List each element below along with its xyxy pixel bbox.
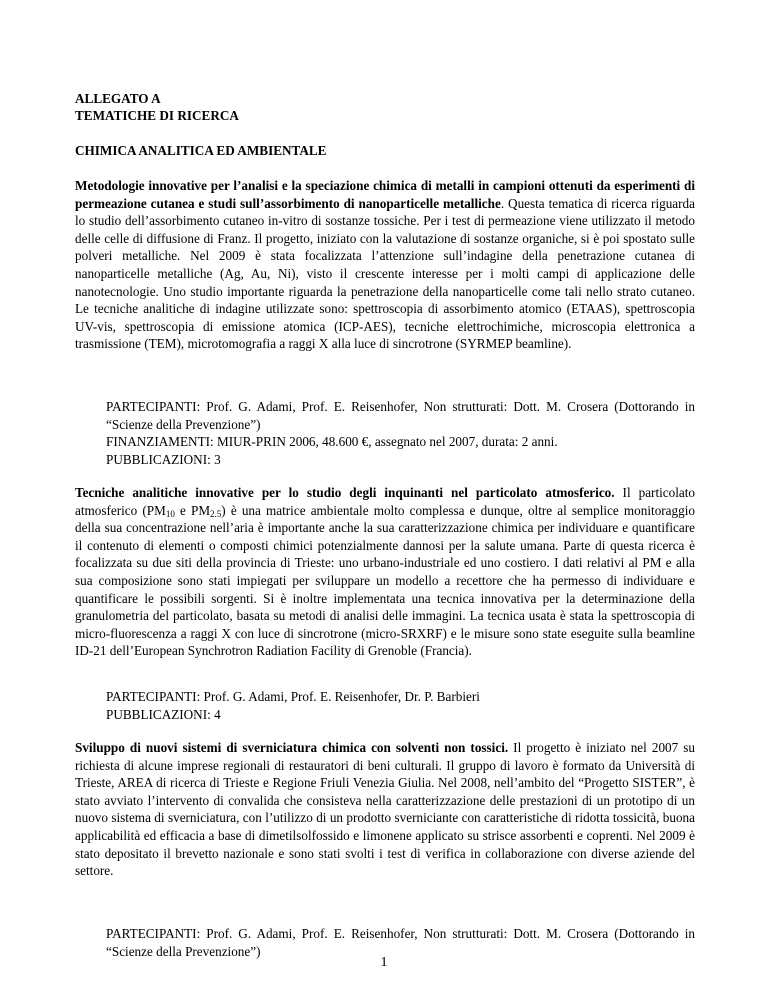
project-2-partecipanti: PARTECIPANTI: Prof. G. Adami, Prof. E. Reisenhofer, Dr. P. Barbieri	[106, 689, 480, 704]
project-2-pubblicazioni: PUBBLICAZIONI: 4	[106, 706, 221, 722]
pm10-subscript: 10	[165, 508, 175, 519]
pm25-subscript: 2.5	[210, 508, 222, 519]
project-1-title: Metodologie innovative per l’analisi e la speciazione chimica di metalli in campioni ottenuti da esperimenti di permeazione cutanea e studi sull’assorbimento di nanoparticelle metalliche	[75, 178, 695, 211]
project-2-details	[106, 688, 695, 723]
project-3-partecipanti: PARTECIPANTI: Prof. G. Adami, Prof. E. Reisenhofer, Non strutturati: Dott. M. Crosera (Dottorando in “Scienze della Prevenzione”)	[106, 926, 695, 959]
project-1-finanziamenti: FINANZIAMENTI: MIUR-PRIN 2006, 48.600 €, assegnato nel 2007, durata: 2 anni.	[106, 434, 558, 450]
project-1-pubblicazioni: PUBBLICAZIONI: 3	[106, 451, 221, 467]
project-2-body-part: e PM	[174, 502, 211, 518]
project-1-body: . Questa tematica di ricerca riguarda lo studio dell’assorbimento cutaneo in-vitro di sostanze tossiche. Per i test di permeazione viene utilizzato il metodo delle celle di diffusione di Franz. Il progetto, iniziato con la valutazione di sostanze organiche, si è poi spostato sulle polveri metalliche. Nel 2009 è stata focalizzata l’attenzione sull’indagine della penetrazione cutanea di nanoparticelle metalliche (Ag, Au, Ni), visto il crescente interesse per i molti campi di applicazione delle nanotecnologie. Uno studio importante riguarda la penetrazione della nanoparticelle come tali nello strato cutaneo. Le tecniche analitiche di indagine utilizzate sono: spettroscopia di assorbimento atomico (ETAAS), spettroscopia UV-vis, spettroscopia di emissione atomica (ICP-AES), tecniche elettrochimiche, microscopia elettronica a trasmissione (TEM), microtomografia a raggi X alla luce di sincrotrone (SYRMEP beamline).	[75, 195, 695, 352]
annex-label: ALLEGATO A	[75, 91, 161, 106]
project-2-body-part: Il particolato atmosferico (PM	[75, 485, 695, 518]
project-1-partecipanti: PARTECIPANTI: Prof. G. Adami, Prof. E. Reisenhofer, Non strutturati: Dott. M. Crosera (Dottorando in “Scienze della Prevenzione”)	[106, 399, 695, 432]
project-3-body: Il progetto è iniziato nel 2007 su richiesta di alcune imprese regionali di restauratori di beni culturali. Il gruppo di lavoro è formato da Università di Trieste, AREA di ricerca di Trieste e Regione Friuli Venezia Giulia. Nel 2008, nell’ambito del “Progetto SISTER”, è stato avviato l’intervento di convalida che consisteva nella caratterizzazione delle prestazioni di un prototipo di un nuovo sistema di sverniciatura, con l’utilizzo di un prodotto sverniciante con caratteristiche di ridotta tossicità, buona applicabilità ed efficacia a base di dimetilsolfossido e limonene applicato su strisce assorbenti e coprenti. Nel 2009 è stato depositato il brevetto nazionale e sono stati svolti i test di verifica in collaborazione con diverse aziende del settore.	[75, 740, 695, 879]
project-3-paragraph	[75, 739, 695, 880]
project-1-paragraph	[75, 177, 695, 353]
project-2-title: Tecniche analitiche innovative per lo studio degli inquinanti nel particolato atmosferico.	[75, 485, 615, 500]
section-title: CHIMICA ANALITICA ED AMBIENTALE	[75, 143, 327, 158]
project-1-details	[106, 398, 695, 468]
project-2-body-part: ) è una matrice ambientale molto complessa e dunque, oltre al semplice monitoraggio della sua concentrazione nell’aria è importante anche la sua caratterizzazione chimica per individuare e quantificare il contenuto di elementi o composti chimici potenzialmente dannosi per la salute umana. Parte di questa ricerca è focalizzata su due siti della provincia di Trieste: uno urbano-industriale ed uno costiero. I dati relativi al PM e alla sua composizione sono stati impiegati per sviluppare un modello a recettore che ha permesso di individuare e quantificare le possibili sorgenti. Si è inoltre implementata una tecnica innovativa per la determinazione della granulometria del particolato, basata su metodi di analisi delle immagini. La tecnica usata è stata la spettroscopia di micro-fluorescenza a raggi X con luce di sincrotrone (micro-SRXRF) e le misure sono state eseguite sulla beamline ID-21 dell’European Synchrotron Radiation Facility di Grenoble (Francia).	[75, 502, 695, 659]
page-number: 1	[380, 955, 388, 970]
document-title: TEMATICHE DI RICERCA	[75, 108, 239, 123]
project-3-title: Sviluppo di nuovi sistemi di sverniciatura chimica con solventi non tossici.	[75, 740, 509, 755]
project-2-paragraph	[75, 484, 695, 660]
